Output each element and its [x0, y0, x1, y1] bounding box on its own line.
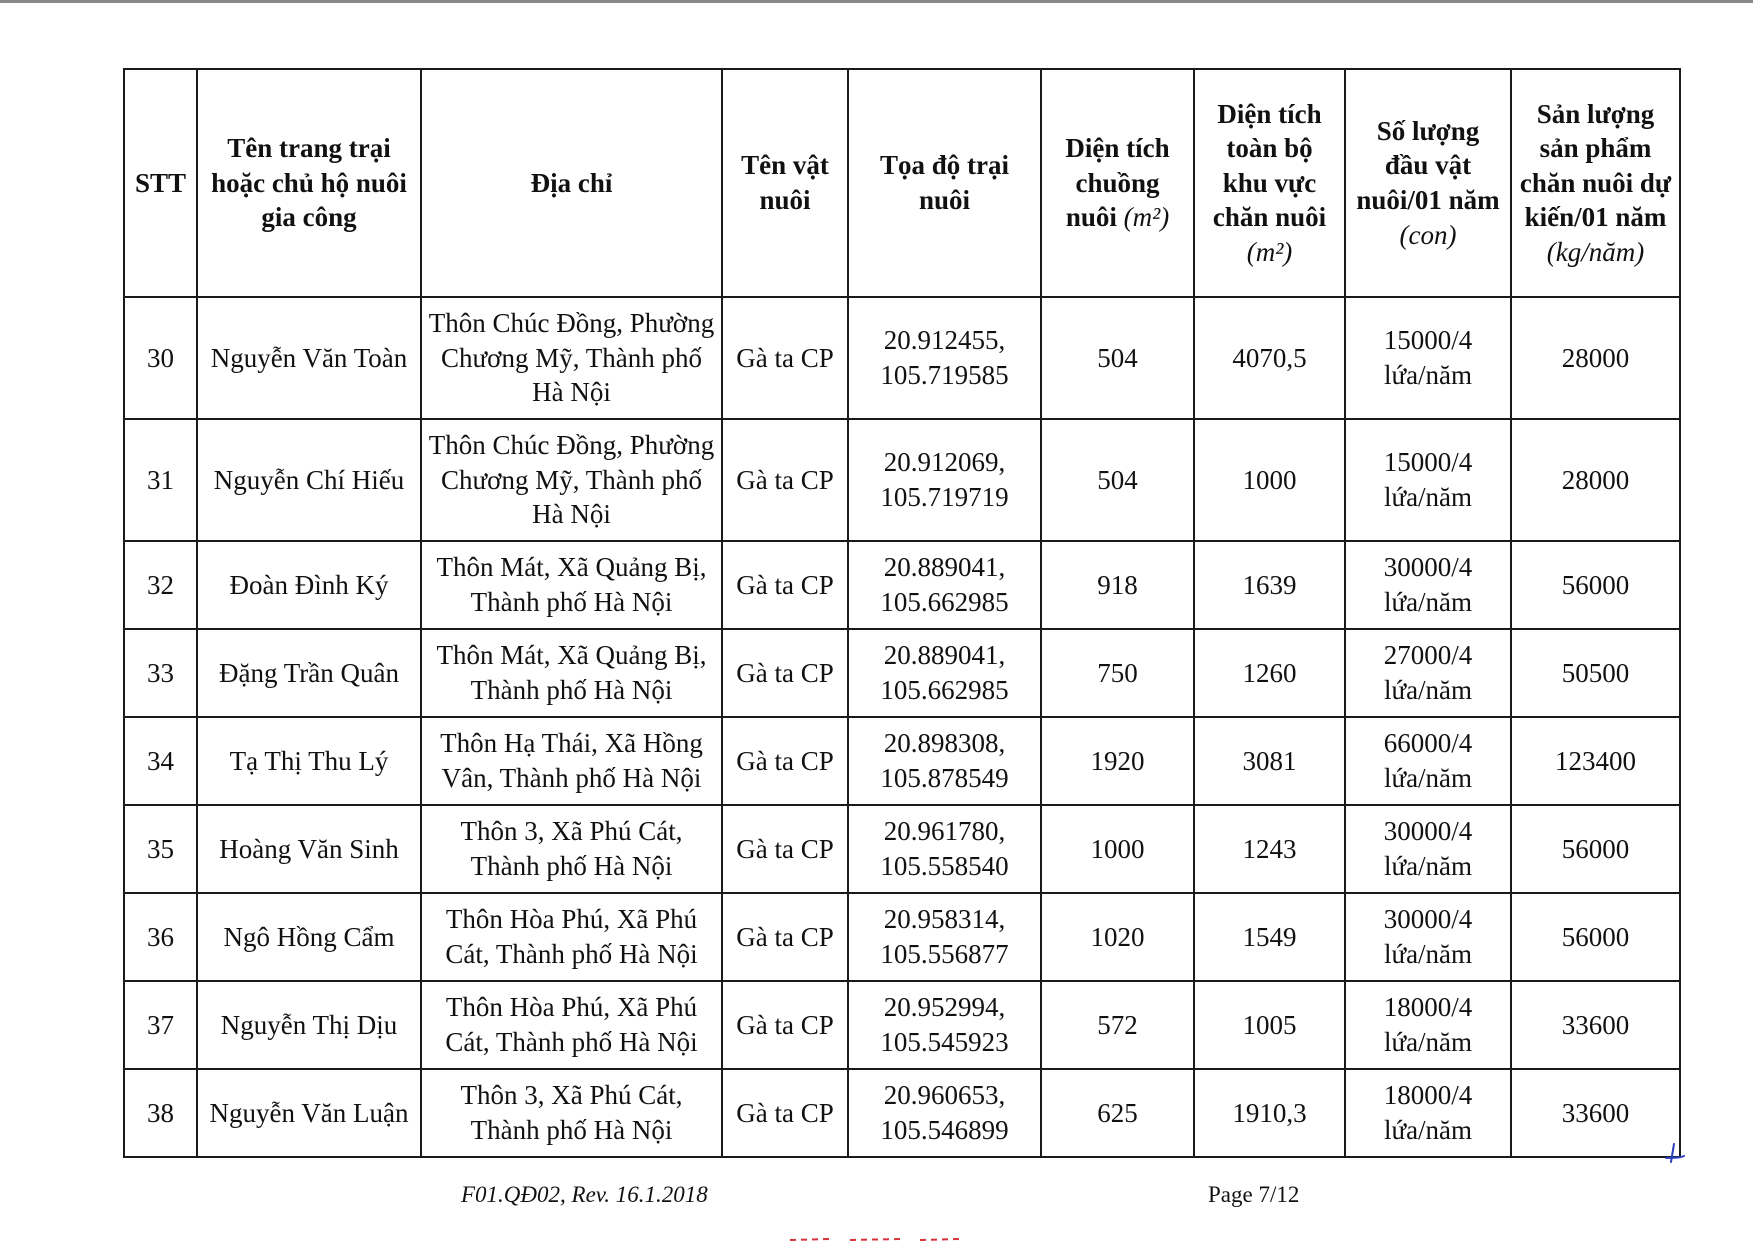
table-row	[124, 893, 1680, 981]
cell-address: Thôn Hạ Thái, Xã Hồng Vân, Thành phố Hà Nội	[421, 717, 722, 805]
cell-total-area: 1910,3	[1194, 1069, 1345, 1157]
cell-headcount: 30000/4 lứa/năm	[1345, 805, 1511, 893]
cell-name: Nguyễn Chí Hiếu	[197, 419, 421, 541]
cell-coords: 20.889041, 105.662985	[848, 629, 1041, 717]
cell-animal: Gà ta CP	[722, 805, 848, 893]
header-stt: STT	[124, 69, 197, 297]
cell-coords: 20.960653, 105.546899	[848, 1069, 1041, 1157]
cell-output: 28000	[1511, 297, 1680, 419]
cell-animal: Gà ta CP	[722, 981, 848, 1069]
cell-coords: 20.961780, 105.558540	[848, 805, 1041, 893]
cell-total-area: 1549	[1194, 893, 1345, 981]
cell-stt: 34	[124, 717, 197, 805]
cell-headcount: 66000/4 lứa/năm	[1345, 717, 1511, 805]
cell-address: Thôn Mát, Xã Quảng Bị, Thành phố Hà Nội	[421, 629, 722, 717]
cell-output: 56000	[1511, 805, 1680, 893]
cell-barn-area: 504	[1041, 419, 1194, 541]
cell-stt: 30	[124, 297, 197, 419]
header-coordinates: Tọa độ trại nuôi	[848, 69, 1041, 297]
cell-coords: 20.889041, 105.662985	[848, 541, 1041, 629]
cell-coords: 20.958314, 105.556877	[848, 893, 1041, 981]
cell-address: Thôn Mát, Xã Quảng Bị, Thành phố Hà Nội	[421, 541, 722, 629]
cell-headcount: 18000/4 lứa/năm	[1345, 981, 1511, 1069]
cell-coords: 20.898308, 105.878549	[848, 717, 1041, 805]
table-row	[124, 419, 1680, 541]
cell-coords: 20.912069, 105.719719	[848, 419, 1041, 541]
cell-total-area: 1243	[1194, 805, 1345, 893]
header-address: Địa chỉ	[421, 69, 722, 297]
header-headcount-unit: (con)	[1399, 219, 1457, 250]
cell-address: Thôn 3, Xã Phú Cát, Thành phố Hà Nội	[421, 1069, 722, 1157]
cell-headcount: 30000/4 lứa/năm	[1345, 541, 1511, 629]
cell-animal: Gà ta CP	[722, 541, 848, 629]
cell-barn-area: 572	[1041, 981, 1194, 1069]
table-row	[124, 805, 1680, 893]
cell-stt: 36	[124, 893, 197, 981]
table-row	[124, 717, 1680, 805]
footer-page-number: Page 7/12	[1208, 1182, 1300, 1207]
cell-animal: Gà ta CP	[722, 717, 848, 805]
header-total-area: Diện tích toàn bộ khu vực chăn nuôi (m²)	[1194, 69, 1345, 297]
table-row	[124, 1069, 1680, 1157]
cell-total-area: 1000	[1194, 419, 1345, 541]
header-output-unit: (kg/năm)	[1546, 236, 1645, 267]
cell-headcount: 27000/4 lứa/năm	[1345, 629, 1511, 717]
cell-barn-area: 1920	[1041, 717, 1194, 805]
cell-barn-area: 1020	[1041, 893, 1194, 981]
red-stamp-bleed	[790, 1236, 990, 1242]
cell-total-area: 1005	[1194, 981, 1345, 1069]
header-output: Sản lượng sản phẩm chăn nuôi dự kiến/01 năm (kg/năm)	[1511, 69, 1680, 297]
farm-registry-table	[123, 68, 1681, 1158]
cell-total-area: 3081	[1194, 717, 1345, 805]
table-row	[124, 981, 1680, 1069]
cell-output: 56000	[1511, 893, 1680, 981]
cell-name: Nguyễn Văn Luận	[197, 1069, 421, 1157]
cell-name: Hoàng Văn Sinh	[197, 805, 421, 893]
cell-address: Thôn Chúc Đồng, Phường Chương Mỹ, Thành phố Hà Nội	[421, 419, 722, 541]
cell-output: 28000	[1511, 419, 1680, 541]
cell-coords: 20.912455, 105.719585	[848, 297, 1041, 419]
cell-total-area: 4070,5	[1194, 297, 1345, 419]
cell-total-area: 1260	[1194, 629, 1345, 717]
cell-headcount: 30000/4 lứa/năm	[1345, 893, 1511, 981]
cell-name: Ngô Hồng Cẩm	[197, 893, 421, 981]
cell-name: Nguyễn Văn Toàn	[197, 297, 421, 419]
header-farm-name: Tên trang trại hoặc chủ hộ nuôi gia công	[197, 69, 421, 297]
cell-address: Thôn Hòa Phú, Xã Phú Cát, Thành phố Hà Nội	[421, 981, 722, 1069]
cell-name: Tạ Thị Thu Lý	[197, 717, 421, 805]
cell-name: Đặng Trần Quân	[197, 629, 421, 717]
cell-output: 33600	[1511, 981, 1680, 1069]
table-header-row	[124, 69, 1680, 297]
cell-animal: Gà ta CP	[722, 419, 848, 541]
cell-output: 50500	[1511, 629, 1680, 717]
table-row	[124, 541, 1680, 629]
cell-name: Nguyễn Thị Dịu	[197, 981, 421, 1069]
cell-animal: Gà ta CP	[722, 893, 848, 981]
header-barn-area: Diện tích chuồng nuôi (m²)	[1041, 69, 1194, 297]
cell-address: Thôn Hòa Phú, Xã Phú Cát, Thành phố Hà Nội	[421, 893, 722, 981]
cell-stt: 33	[124, 629, 197, 717]
cell-output: 123400	[1511, 717, 1680, 805]
header-barn-area-unit: (m²)	[1123, 202, 1170, 233]
cell-address: Thôn 3, Xã Phú Cát, Thành phố Hà Nội	[421, 805, 722, 893]
cell-headcount: 18000/4 lứa/năm	[1345, 1069, 1511, 1157]
cell-stt: 31	[124, 419, 197, 541]
cell-stt: 32	[124, 541, 197, 629]
cell-output: 33600	[1511, 1069, 1680, 1157]
cell-headcount: 15000/4 lứa/năm	[1345, 419, 1511, 541]
cell-name: Đoàn Đình Ký	[197, 541, 421, 629]
cell-stt: 37	[124, 981, 197, 1069]
cell-stt: 38	[124, 1069, 197, 1157]
scan-edge	[0, 0, 1753, 3]
table-row	[124, 297, 1680, 419]
cell-barn-area: 918	[1041, 541, 1194, 629]
table-row	[124, 629, 1680, 717]
footer-form-code: F01.QĐ02, Rev. 16.1.2018	[461, 1182, 708, 1207]
cell-barn-area: 504	[1041, 297, 1194, 419]
header-animal: Tên vật nuôi	[722, 69, 848, 297]
header-headcount: Số lượng đầu vật nuôi/01 năm (con)	[1345, 69, 1511, 297]
cell-animal: Gà ta CP	[722, 297, 848, 419]
cell-total-area: 1639	[1194, 541, 1345, 629]
cell-barn-area: 625	[1041, 1069, 1194, 1157]
cell-animal: Gà ta CP	[722, 629, 848, 717]
cell-coords: 20.952994, 105.545923	[848, 981, 1041, 1069]
header-total-area-unit: (m²)	[1246, 236, 1293, 267]
cell-animal: Gà ta CP	[722, 1069, 848, 1157]
cell-address: Thôn Chúc Đồng, Phường Chương Mỹ, Thành phố Hà Nội	[421, 297, 722, 419]
cell-barn-area: 1000	[1041, 805, 1194, 893]
cell-headcount: 15000/4 lứa/năm	[1345, 297, 1511, 419]
cell-output: 56000	[1511, 541, 1680, 629]
handwritten-initial-mark	[1662, 1142, 1686, 1166]
cell-barn-area: 750	[1041, 629, 1194, 717]
cell-stt: 35	[124, 805, 197, 893]
